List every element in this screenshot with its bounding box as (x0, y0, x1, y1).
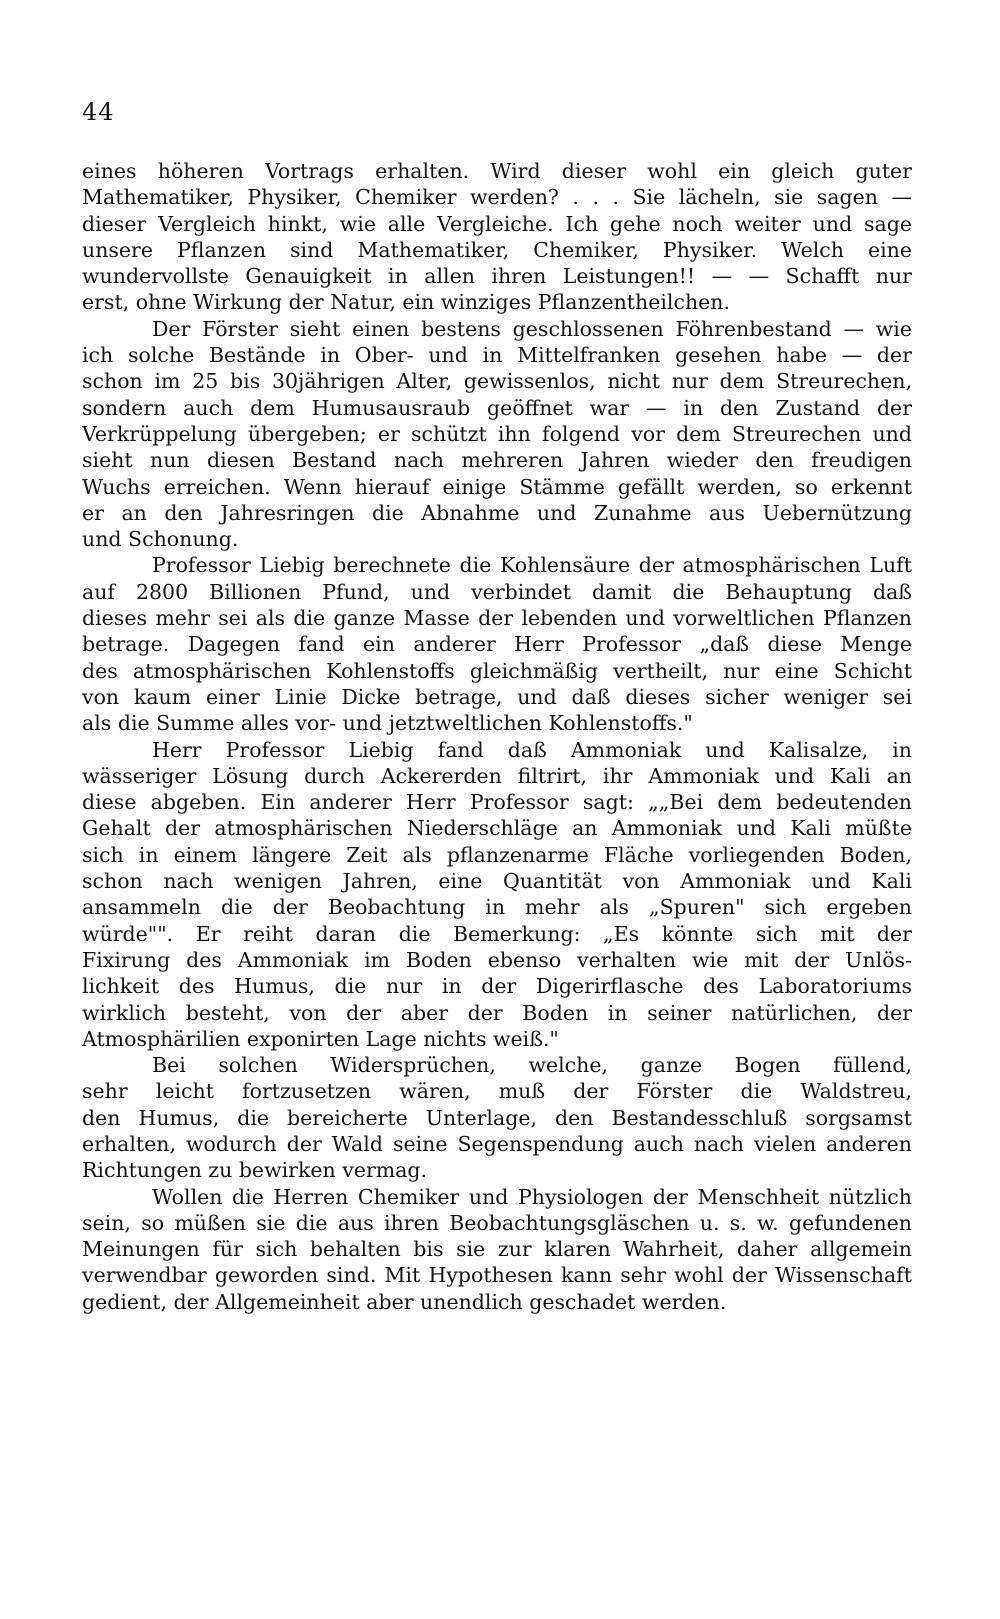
text-line: dieser Vergleich hinkt, wie alle Vergleiche. Ich gehe noch weiter und sage (82, 211, 912, 236)
text-line: von kaum einer Linie Dicke betrage, und daß dieses sicher weniger sei (82, 684, 912, 709)
paragraph-2 (82, 316, 912, 553)
text-line: Der Förster sieht einen bestens geschlossenen Föhrenbestand — wie (152, 316, 912, 341)
text-line: schon im 25 bis 30jährigen Alter, gewissenlos, nicht nur dem Streurechen, (82, 369, 912, 394)
text-line: Herr Professor Liebig fand daß Ammoniak und Kalisalze, in (152, 737, 912, 762)
text-line: Wuchs erreichen. Wenn hierauf einige Stämme gefällt werden, so erkennt (82, 474, 912, 499)
text-line: Meinungen für sich behalten bis sie zur klaren Wahrheit, daher allgemein (82, 1237, 912, 1262)
text-line: würde"". Er reiht daran die Bemerkung: „Es könnte sich mit der (82, 921, 912, 946)
paragraph-6 (82, 1184, 912, 1315)
text-line: er an den Jahresringen die Abnahme und Zunahme aus Uebernützung (82, 500, 912, 525)
text-line: erhalten, wodurch der Wald seine Segenspendung auch nach vielen anderen (82, 1131, 912, 1156)
text-line: gedient, der Allgemeinheit aber unendlich geschadet werden. (82, 1289, 727, 1314)
text-line: sich in einem längere Zeit als pflanzenarme Fläche vorliegenden Boden, (82, 842, 912, 867)
text-line: auf 2800 Billionen Pfund, und verbindet damit die Behauptung daß (82, 579, 912, 604)
text-line: sein, so müßen sie die aus ihren Beobachtungsgläschen u. s. w. gefundenen (82, 1210, 912, 1235)
page-number: 44 (82, 98, 115, 126)
paragraph-1 (82, 158, 912, 316)
text-line: wundervollste Genauigkeit in allen ihren Leistungen!! — — Schafft nur (82, 264, 912, 289)
text-line: sondern auch dem Humusausraub geöffnet war — in den Zustand der (82, 395, 912, 420)
text-line: Professor Liebig berechnete die Kohlensäure der atmosphärischen Luft (152, 553, 912, 578)
text-line: dieses mehr sei als die ganze Masse der lebenden und vorweltlichen Pflanzen (82, 606, 912, 631)
text-line: sehr leicht fortzusetzen wären, muß der Förster die Waldstreu, (82, 1079, 912, 1104)
text-line: und Schonung. (82, 527, 239, 552)
text-line: Atmosphärilien exponirten Lage nichts weiß." (82, 1026, 559, 1051)
text-line: ansammeln die der Beobachtung in mehr als „Spuren" sich ergeben (82, 895, 912, 920)
text-line: wirklich besteht, von der aber der Boden in seiner natürlichen, der (82, 1000, 912, 1025)
text-line: Verkrüppelung übergeben; er schützt ihn folgend vor dem Streurechen und (82, 421, 912, 446)
text-line: sieht nun diesen Bestand nach mehreren Jahren wieder den freudigen (82, 448, 912, 473)
text-line: betrage. Dagegen fand ein anderer Herr Professor „daß diese Menge (82, 632, 912, 657)
text-line: Fixirung des Ammoniak im Boden ebenso verhalten wie mit der Unlös- (82, 947, 912, 972)
text-line: wässeriger Lösung durch Ackererden filtrirt, ihr Ammoniak und Kali an (82, 763, 912, 788)
text-line: ich solche Bestände in Ober- und in Mittelfranken gesehen habe — der (82, 343, 912, 368)
text-line: erst, ohne Wirkung der Natur, ein winziges Pflanzentheilchen. (82, 290, 731, 315)
text-line: den Humus, die bereicherte Unterlage, den Bestandesschluß sorgsamst (82, 1105, 912, 1130)
text-line: schon nach wenigen Jahren, eine Quantität von Ammoniak und Kali (82, 869, 912, 894)
text-line: eines höheren Vortrags erhalten. Wird dieser wohl ein gleich guter (82, 159, 912, 183)
paragraph-4 (82, 737, 912, 1053)
text-line: Wollen die Herren Chemiker und Physiologen der Menschheit nützlich (152, 1184, 912, 1209)
paragraph-5 (82, 1052, 912, 1183)
text-line: Gehalt der atmosphärischen Niederschläge an Ammoniak und Kali müßte (82, 816, 912, 841)
text-line: lichkeit des Humus, die nur in der Digerirflasche des Laboratoriums (82, 974, 912, 999)
text-line: Richtungen zu bewirken vermag. (82, 1158, 428, 1183)
paragraph-3 (82, 552, 912, 736)
text-line: unsere Pflanzen sind Mathematiker, Chemiker, Physiker. Welch eine (82, 237, 912, 262)
text-line: Mathematiker, Physiker, Chemiker werden? . . . Sie lächeln, sie sagen — (82, 185, 912, 210)
body-text (82, 158, 912, 1315)
text-line: als die Summe alles vor- und jetztweltlichen Kohlenstoffs." (82, 711, 693, 736)
text-line: Bei solchen Widersprüchen, welche, ganze Bogen füllend, (152, 1053, 912, 1078)
text-line: diese abgeben. Ein anderer Herr Professor sagt: „„Bei dem bedeutenden (82, 790, 912, 815)
text-line: verwendbar geworden sind. Mit Hypothesen kann sehr wohl der Wissenschaft (82, 1263, 912, 1288)
text-line: des atmosphärischen Kohlenstoffs gleichmäßig vertheilt, nur eine Schicht (82, 658, 912, 683)
